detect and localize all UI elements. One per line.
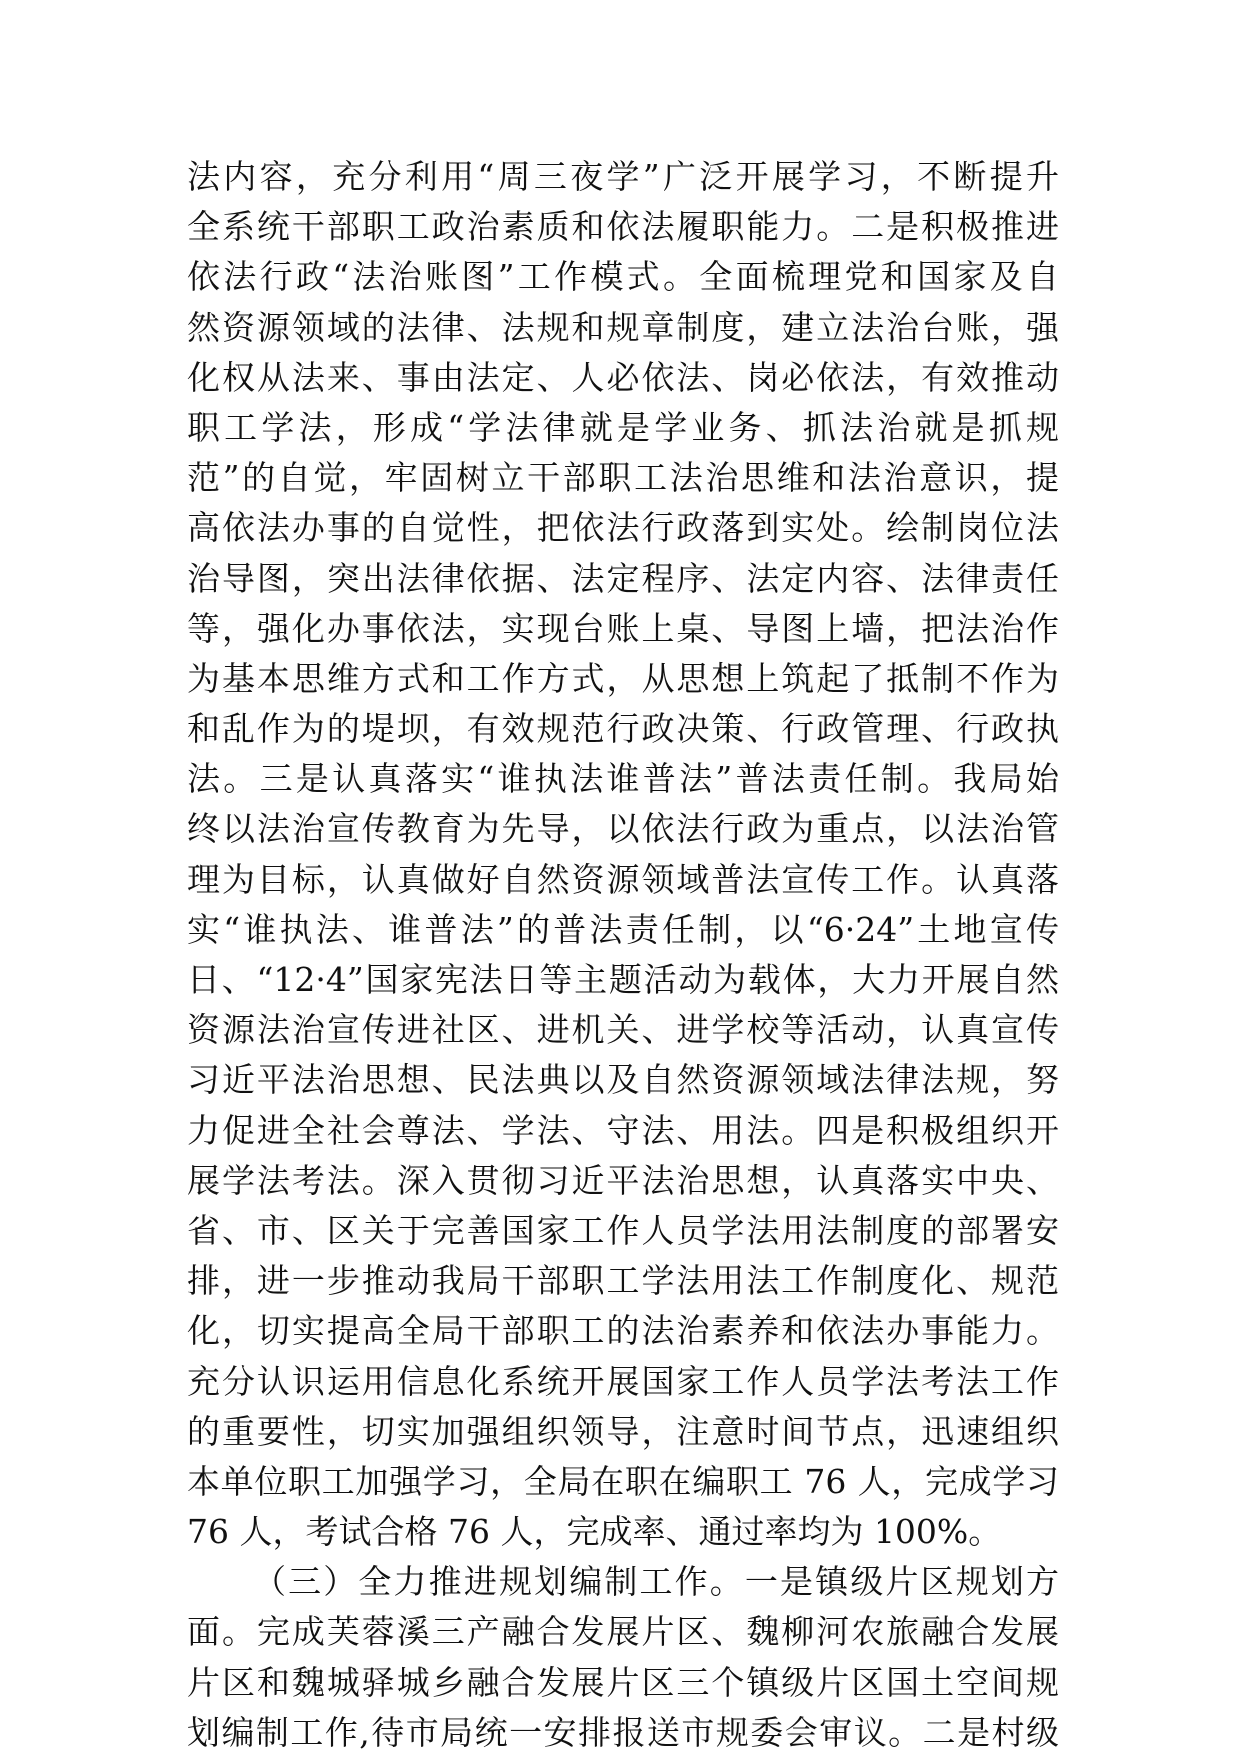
text-line: 划编制工作,待市局统一安排报送市规委会审议。二是村级 [187, 1712, 1059, 1752]
section-heading-line: （三）全力推进规划编制工作。一是镇级片区规划方 [253, 1562, 1059, 1602]
text-line: 力促进全社会尊法、学法、守法、用法。四是积极组织开 [187, 1110, 1059, 1150]
text-line: 职工学法，形成“学法律就是学业务、抓法治就是抓规 [187, 407, 1059, 447]
text-line: 资源法治宣传进社区、进机关、进学校等活动，认真宣传 [187, 1010, 1059, 1050]
text-line: 和乱作为的堤坝，有效规范行政决策、行政管理、行政执 [187, 709, 1059, 749]
text-line: 日、“12·4”国家宪法日等主题活动为载体，大力开展自然 [187, 960, 1059, 999]
text-line: 高依法办事的自觉性，把依法行政落到实处。绘制岗位法 [187, 508, 1059, 548]
text-line: 充分认识运用信息化系统开展国家工作人员学法考法工作 [187, 1361, 1059, 1401]
text-line: 理为目标，认真做好自然资源领域普法宣传工作。认真落 [187, 859, 1059, 899]
text-line: 为基本思维方式和工作方式，从思想上筑起了抵制不作为 [187, 658, 1059, 698]
text-line: 面。完成芙蓉溪三产融合发展片区、魏柳河农旅融合发展 [187, 1612, 1059, 1652]
text-line: 等，强化办事依法，实现台账上桌、导图上墙，把法治作 [187, 608, 1059, 648]
text-line: 排，进一步推动我局干部职工学法用法工作制度化、规范 [187, 1261, 1059, 1301]
text-line: 化，切实提高全局干部职工的法治素养和依法办事能力。 [187, 1311, 1059, 1351]
text-line: 法内容，充分利用“周三夜学”广泛开展学习，不断提升 [187, 157, 1059, 196]
text-line: 全系统干部职工政治素质和依法履职能力。二是积极推进 [187, 207, 1059, 247]
text-line: 然资源领域的法律、法规和规章制度，建立法治台账，强 [187, 307, 1059, 347]
text-line: 范”的自觉，牢固树立干部职工法治思维和法治意识，提 [187, 458, 1059, 498]
paragraph-end-line: 76 人，考试合格 76 人，完成率、通过率均为 100%。 [187, 1512, 1002, 1552]
text-line: 习近平法治思想、民法典以及自然资源领域法律法规，努 [187, 1060, 1059, 1100]
text-line: 展学法考法。深入贯彻习近平法治思想，认真落实中央、 [187, 1160, 1059, 1200]
text-line: 化权从法来、事由法定、人必依法、岗必依法，有效推动 [187, 357, 1059, 397]
body-text [187, 152, 1059, 1758]
text-line: 实“谁执法、谁普法”的普法责任制，以“6·24”土地宣传 [187, 909, 1059, 949]
text-line: 省、市、区关于完善国家工作人员学法用法制度的部署安 [187, 1210, 1059, 1250]
text-line: 的重要性，切实加强组织领导，注意时间节点，迅速组织 [187, 1411, 1059, 1451]
text-line: 依法行政“法治账图”工作模式。全面梳理党和国家及自 [187, 257, 1059, 297]
text-line: 本单位职工加强学习，全局在职在编职工 76 人，完成学习 [187, 1461, 1059, 1501]
text-line: 法。三是认真落实“谁执法谁普法”普法责任制。我局始 [187, 759, 1059, 799]
text-line: 治导图，突出法律依据、法定程序、法定内容、法律责任 [187, 558, 1059, 598]
text-line: 片区和魏城驿城乡融合发展片区三个镇级片区国土空间规 [187, 1662, 1059, 1702]
text-line: 终以法治宣传教育为先导，以依法行政为重点，以法治管 [187, 809, 1059, 849]
